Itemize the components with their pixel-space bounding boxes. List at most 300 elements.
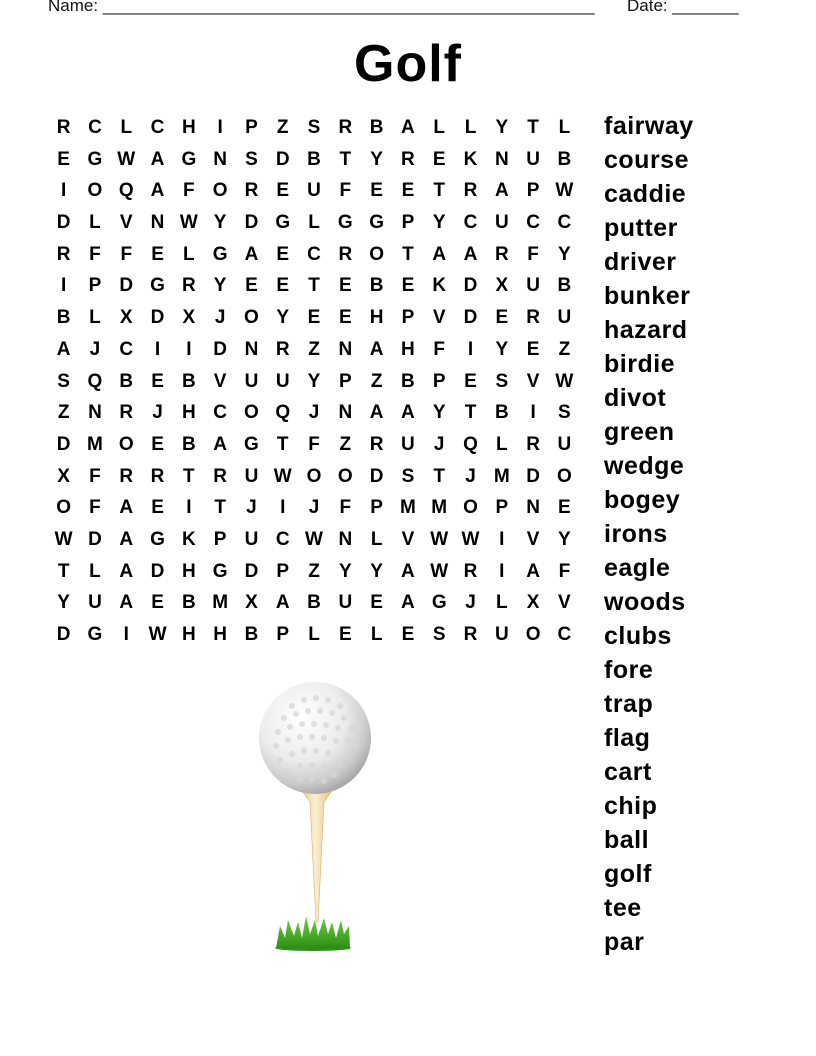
grid-cell: S bbox=[401, 465, 415, 487]
grid-cell: P bbox=[245, 117, 258, 138]
grid-cell: T bbox=[464, 402, 477, 424]
grid-cell: J bbox=[433, 433, 445, 455]
grid-cell: V bbox=[558, 592, 571, 614]
grid-cell: Y bbox=[370, 148, 383, 170]
grid-cell: G bbox=[431, 592, 447, 614]
grid-cell: L bbox=[120, 117, 133, 138]
grid-cell: A bbox=[56, 338, 71, 360]
grid-cell: J bbox=[465, 465, 476, 487]
grid-cell: E bbox=[276, 275, 290, 297]
word-list-item: fairway bbox=[604, 112, 694, 140]
grid-cell: N bbox=[88, 402, 102, 424]
grid-cell: Y bbox=[57, 592, 70, 614]
grid-cell: A bbox=[119, 560, 134, 582]
grid-cell: L bbox=[89, 307, 101, 329]
grid-cell: Z bbox=[558, 338, 571, 360]
grid-cell: D bbox=[213, 338, 227, 360]
grid-cell: C bbox=[88, 117, 102, 138]
grid-cell: O bbox=[212, 180, 228, 202]
grid-cell: Q bbox=[275, 402, 291, 424]
grid-cell: O bbox=[118, 433, 134, 455]
grid-cell: G bbox=[87, 624, 103, 645]
grid-cell: W bbox=[117, 148, 136, 170]
grid-cell: A bbox=[401, 117, 415, 138]
grid-cell: Z bbox=[276, 117, 289, 138]
grid-cell: A bbox=[432, 243, 447, 265]
grid-cell: V bbox=[432, 307, 446, 329]
grid-cell: R bbox=[526, 433, 540, 455]
grid-cell: L bbox=[370, 528, 383, 550]
grid-cell: A bbox=[401, 592, 415, 614]
grid-cell: E bbox=[307, 307, 321, 329]
grid-cell: Z bbox=[339, 433, 352, 455]
grid-cell: F bbox=[89, 497, 101, 519]
grid-cell: V bbox=[526, 528, 540, 550]
grid-cell: H bbox=[213, 624, 227, 645]
grid-cell: L bbox=[370, 624, 383, 645]
grid-cell: K bbox=[463, 148, 478, 170]
grid-cell: E bbox=[370, 592, 383, 614]
grid-cell: Y bbox=[307, 370, 321, 392]
grid-cell: Y bbox=[338, 560, 352, 582]
grid-cell: B bbox=[307, 148, 321, 170]
grid-cell: D bbox=[119, 275, 134, 297]
grid-cell: Y bbox=[213, 212, 227, 234]
grid-cell: A bbox=[150, 180, 165, 202]
grid-cell: R bbox=[119, 465, 134, 487]
grid-cell: C bbox=[307, 243, 321, 265]
grid-cell: D bbox=[88, 528, 102, 550]
grid-cell: L bbox=[496, 592, 508, 614]
grid-cell: S bbox=[245, 148, 258, 170]
grid-cell: G bbox=[212, 560, 228, 582]
word-list-item: par bbox=[604, 928, 645, 956]
grid-cell: Q bbox=[118, 180, 134, 202]
grid-cell: P bbox=[276, 624, 290, 645]
grid-cell: I bbox=[186, 497, 192, 519]
word-list-item: driver bbox=[604, 248, 677, 276]
grid-cell: G bbox=[369, 212, 384, 234]
grid-cell: Z bbox=[308, 560, 320, 582]
grid-cell: T bbox=[527, 117, 539, 138]
grid-cell: B bbox=[369, 117, 384, 138]
word-list bbox=[604, 109, 694, 959]
grid-cell: Q bbox=[463, 433, 478, 455]
grid-cell: R bbox=[275, 338, 290, 360]
grid-cell: D bbox=[369, 465, 384, 487]
grid-cell: W bbox=[148, 624, 167, 645]
grid-cell: J bbox=[308, 497, 320, 519]
grid-cell: A bbox=[526, 560, 540, 582]
grid-cell: L bbox=[464, 117, 477, 138]
grid-cell: Y bbox=[276, 307, 290, 329]
grid-cell: O bbox=[244, 307, 259, 329]
grid-cell: N bbox=[338, 338, 353, 360]
grid-cell: B bbox=[119, 370, 134, 392]
grid-cell: F bbox=[339, 497, 352, 519]
grid-cell: C bbox=[557, 212, 572, 234]
grid-cell: A bbox=[401, 560, 415, 582]
grid-cell: C bbox=[150, 117, 165, 138]
grid-cell: E bbox=[245, 275, 258, 297]
grid-cell: V bbox=[526, 370, 540, 392]
grid-cell: C bbox=[119, 338, 134, 360]
grid-cell: S bbox=[307, 117, 321, 138]
grid-cell: E bbox=[558, 497, 571, 519]
grid-cell: N bbox=[244, 338, 259, 360]
grid-cell: E bbox=[338, 275, 352, 297]
grid-cell: A bbox=[213, 433, 227, 455]
grid-cell: B bbox=[557, 275, 572, 297]
grid-cell: Z bbox=[370, 370, 383, 392]
grid-cell: F bbox=[89, 465, 101, 487]
grid-cell: Y bbox=[432, 212, 446, 234]
grid-cell: F bbox=[339, 180, 352, 202]
grid-cell: O bbox=[56, 497, 72, 519]
grid-cell: A bbox=[275, 592, 290, 614]
grid-cell: U bbox=[494, 212, 509, 234]
grid-cell: U bbox=[338, 592, 353, 614]
grid-cell: B bbox=[181, 370, 196, 392]
date-field: Date: _______ bbox=[627, 0, 739, 15]
grid-cell: R bbox=[56, 243, 71, 265]
grid-cell: D bbox=[56, 624, 71, 645]
grid-cell: F bbox=[89, 243, 101, 265]
grid-cell: G bbox=[275, 212, 291, 234]
grid-cell: U bbox=[244, 528, 259, 550]
grid-cell: T bbox=[183, 465, 195, 487]
grid-cell: I bbox=[280, 497, 286, 519]
name-field: Name: ____________________________________________________ bbox=[48, 0, 595, 15]
grid-cell: Y bbox=[558, 528, 571, 550]
grid-cell: B bbox=[181, 433, 196, 455]
grid-cell: O bbox=[306, 465, 322, 487]
grid-cell: D bbox=[56, 212, 71, 234]
grid-cell: P bbox=[213, 528, 227, 550]
grid-cell: N bbox=[338, 402, 353, 424]
grid-cell: A bbox=[401, 402, 415, 424]
grid-cell: D bbox=[526, 465, 540, 487]
word-list-item: ball bbox=[604, 826, 650, 854]
word-list-item: putter bbox=[604, 214, 678, 242]
grid-cell: B bbox=[557, 148, 572, 170]
grid-cell: R bbox=[56, 117, 71, 138]
grid-cell: B bbox=[181, 592, 196, 614]
grid-cell: P bbox=[526, 180, 540, 202]
grid-cell: W bbox=[430, 560, 449, 582]
word-list-item: cart bbox=[604, 758, 652, 786]
grid-cell: I bbox=[154, 338, 161, 360]
grid-cell: C bbox=[463, 212, 478, 234]
grid-cell: U bbox=[275, 370, 290, 392]
grid-cell: U bbox=[244, 465, 259, 487]
grid-cell: J bbox=[214, 307, 226, 329]
grid-cell: K bbox=[432, 275, 447, 297]
grid-cell: A bbox=[369, 338, 384, 360]
grid-cell: E bbox=[338, 307, 352, 329]
grid-cell: B bbox=[369, 275, 384, 297]
grid-cell: D bbox=[463, 307, 478, 329]
grid-cell: I bbox=[61, 275, 67, 297]
grid-cell: C bbox=[275, 528, 290, 550]
word-list-item: clubs bbox=[604, 622, 672, 650]
grid-cell: L bbox=[89, 560, 101, 582]
grid-cell: N bbox=[213, 148, 227, 170]
word-list-item: woods bbox=[604, 588, 686, 616]
grid-cell: A bbox=[369, 402, 384, 424]
grid-cell: R bbox=[181, 275, 196, 297]
grass-icon bbox=[275, 916, 351, 951]
grid-cell: R bbox=[119, 402, 134, 424]
grid-cell: A bbox=[244, 243, 259, 265]
grid-cell: Y bbox=[213, 275, 227, 297]
grid-cell: E bbox=[57, 148, 70, 170]
grid-cell: B bbox=[244, 624, 259, 645]
word-list-item: birdie bbox=[604, 350, 676, 378]
word-list-item: green bbox=[604, 418, 675, 446]
grid-cell: H bbox=[369, 307, 384, 329]
grid-cell: Y bbox=[432, 402, 446, 424]
grid-cell: K bbox=[181, 528, 196, 550]
grid-cell: O bbox=[525, 624, 541, 645]
grid-cell: R bbox=[369, 433, 384, 455]
grid-cell: F bbox=[120, 243, 133, 265]
grid-cell: U bbox=[557, 307, 572, 329]
grid-cell: E bbox=[401, 624, 415, 645]
grid-cell: J bbox=[308, 402, 320, 424]
grid-cell: E bbox=[338, 624, 352, 645]
grid-cell: W bbox=[461, 528, 480, 550]
word-list-item: bogey bbox=[604, 486, 681, 514]
grid-cell: E bbox=[401, 180, 415, 202]
grid-cell: R bbox=[338, 243, 353, 265]
grid-cell: P bbox=[338, 370, 352, 392]
grid-cell: W bbox=[179, 212, 198, 234]
grid-cell: V bbox=[119, 212, 133, 234]
grid-cell: B bbox=[307, 592, 321, 614]
word-list-item: chip bbox=[604, 792, 658, 820]
grid-cell: T bbox=[433, 465, 446, 487]
grid-cell: L bbox=[308, 624, 320, 645]
grid-cell: C bbox=[526, 212, 540, 234]
golf-ball-on-tee-illustration bbox=[252, 676, 382, 956]
grid-cell: F bbox=[433, 338, 446, 360]
grid-cell: F bbox=[183, 180, 195, 202]
grid-cell: X bbox=[526, 592, 540, 614]
grid-cell: D bbox=[244, 212, 259, 234]
grid-cell: R bbox=[463, 560, 478, 582]
grid-cell: S bbox=[57, 370, 70, 392]
grid-cell: T bbox=[214, 497, 226, 519]
word-list-item: trap bbox=[604, 690, 654, 718]
grid-cell: W bbox=[305, 528, 323, 550]
grid-cell: Y bbox=[558, 243, 571, 265]
grid-cell: E bbox=[464, 370, 477, 392]
grid-cell: A bbox=[119, 592, 134, 614]
grid-cell: P bbox=[495, 497, 509, 519]
grid-cell: Y bbox=[495, 338, 509, 360]
grid-cell: H bbox=[181, 117, 196, 138]
grid-cell: B bbox=[401, 370, 415, 392]
page-title: Golf bbox=[354, 35, 462, 93]
grid-cell: R bbox=[494, 243, 509, 265]
grid-cell: E bbox=[432, 148, 446, 170]
grid-cell: W bbox=[555, 370, 574, 392]
grid-cell: I bbox=[499, 560, 505, 582]
grid-cell: N bbox=[338, 528, 353, 550]
grid-cell: R bbox=[526, 307, 540, 329]
grid-cell: E bbox=[370, 180, 383, 202]
grid-cell: R bbox=[463, 624, 478, 645]
grid-cell: X bbox=[57, 465, 70, 487]
tee-icon bbox=[300, 788, 334, 922]
grid-cell: T bbox=[308, 275, 320, 297]
grid-cell: H bbox=[181, 560, 196, 582]
grid-cell: I bbox=[467, 338, 474, 360]
grid-cell: H bbox=[181, 624, 196, 645]
grid-cell: I bbox=[61, 180, 67, 202]
grid-cell: P bbox=[401, 307, 415, 329]
grid-cell: F bbox=[558, 560, 571, 582]
grid-cell: O bbox=[463, 497, 478, 519]
word-list-item: caddie bbox=[604, 180, 687, 208]
grid-cell: O bbox=[337, 465, 353, 487]
word-list-item: wedge bbox=[604, 452, 685, 480]
grid-cell: A bbox=[119, 528, 134, 550]
grid-cell: M bbox=[493, 465, 510, 487]
grid-cell: R bbox=[338, 117, 353, 138]
grid-cell: R bbox=[463, 180, 478, 202]
grid-cell: I bbox=[499, 528, 505, 550]
grid-cell: P bbox=[401, 212, 415, 234]
grid-cell: J bbox=[246, 497, 257, 519]
grid-cell: A bbox=[150, 148, 165, 170]
grid-cell: U bbox=[307, 180, 321, 202]
word-list-item: bunker bbox=[604, 282, 691, 310]
grid-cell: X bbox=[182, 307, 196, 329]
grid-cell: F bbox=[527, 243, 539, 265]
grid-cell: M bbox=[87, 433, 103, 455]
grid-cell: T bbox=[402, 243, 414, 265]
grid-cell: H bbox=[401, 338, 415, 360]
word-list-item: fore bbox=[604, 656, 654, 684]
grid-cell: U bbox=[244, 370, 259, 392]
grid-cell: G bbox=[181, 148, 197, 170]
grid-cell: J bbox=[152, 402, 163, 424]
golf-ball-icon bbox=[259, 682, 371, 794]
grid-cell: L bbox=[89, 212, 101, 234]
grid-cell: M bbox=[212, 592, 229, 614]
grid-cell: P bbox=[370, 497, 383, 519]
grid-cell: U bbox=[526, 148, 540, 170]
grid-cell: F bbox=[308, 433, 320, 455]
grid-cell: A bbox=[119, 497, 134, 519]
grid-cell: L bbox=[308, 212, 320, 234]
grid-cell: E bbox=[276, 180, 290, 202]
grid-cell: T bbox=[339, 148, 352, 170]
grid-cell: Z bbox=[57, 402, 70, 424]
grid-cell: R bbox=[401, 148, 415, 170]
grid-cell: I bbox=[186, 338, 192, 360]
grid-cell: W bbox=[273, 465, 292, 487]
grid-cell: H bbox=[181, 402, 196, 424]
grid-cell: U bbox=[526, 275, 540, 297]
grid-cell: E bbox=[151, 592, 164, 614]
grid-cell: U bbox=[557, 433, 572, 455]
word-list-item: course bbox=[604, 146, 689, 174]
grid-cell: E bbox=[151, 433, 164, 455]
grid-cell: E bbox=[526, 338, 540, 360]
grid-cell: I bbox=[217, 117, 223, 138]
grid-cell: P bbox=[88, 275, 102, 297]
grid-cell: W bbox=[54, 528, 73, 550]
grid-cell: W bbox=[430, 528, 449, 550]
grid-cell: D bbox=[150, 307, 165, 329]
grid-cell: G bbox=[337, 212, 353, 234]
grid-cell: M bbox=[431, 497, 448, 519]
grid-cell: E bbox=[151, 243, 164, 265]
grid-cell: L bbox=[183, 243, 195, 265]
word-list-item: golf bbox=[604, 860, 652, 888]
grid-cell: E bbox=[401, 275, 415, 297]
grid-cell: D bbox=[275, 148, 290, 170]
grid-cell: U bbox=[494, 624, 509, 645]
grid-cell: E bbox=[151, 370, 164, 392]
grid-cell: U bbox=[88, 592, 102, 614]
grid-cell: S bbox=[495, 370, 509, 392]
grid-cell: I bbox=[123, 624, 129, 645]
grid-cell: D bbox=[463, 275, 478, 297]
grid-cell: R bbox=[150, 465, 165, 487]
grid-cell: Y bbox=[370, 560, 383, 582]
grid-cell: Y bbox=[495, 117, 509, 138]
grid-cell: D bbox=[244, 560, 259, 582]
grid-cell: T bbox=[433, 180, 446, 202]
grid-cell: X bbox=[495, 275, 509, 297]
grid-cell: U bbox=[401, 433, 415, 455]
grid-cell: E bbox=[151, 497, 164, 519]
grid-cell: L bbox=[433, 117, 446, 138]
grid-cell: W bbox=[555, 180, 574, 202]
grid-cell: V bbox=[213, 370, 227, 392]
grid-cell: B bbox=[494, 402, 509, 424]
word-list-item: flag bbox=[604, 724, 651, 752]
word-list-item: divot bbox=[604, 384, 667, 412]
grid-cell: E bbox=[495, 307, 509, 329]
grid-cell: P bbox=[276, 560, 290, 582]
grid-cell: G bbox=[212, 243, 228, 265]
word-list-item: hazard bbox=[604, 316, 688, 344]
grid-cell: N bbox=[494, 148, 509, 170]
word-list-item: tee bbox=[604, 894, 642, 922]
grid-cell: B bbox=[56, 307, 71, 329]
grid-cell: G bbox=[150, 275, 165, 297]
word-search-grid bbox=[48, 112, 580, 651]
grid-cell: S bbox=[558, 402, 571, 424]
grid-cell: A bbox=[494, 180, 509, 202]
word-list-item: irons bbox=[604, 520, 668, 548]
grid-cell: O bbox=[244, 402, 259, 424]
grid-cell: O bbox=[369, 243, 384, 265]
grid-cell: Q bbox=[87, 370, 103, 392]
grid-cell: S bbox=[432, 624, 446, 645]
grid-cell: J bbox=[89, 338, 101, 360]
grid-cell: Z bbox=[308, 338, 320, 360]
grid-cell: N bbox=[526, 497, 540, 519]
grid-cell: T bbox=[57, 560, 70, 582]
grid-cell: O bbox=[557, 465, 572, 487]
grid-cell: G bbox=[150, 528, 165, 550]
